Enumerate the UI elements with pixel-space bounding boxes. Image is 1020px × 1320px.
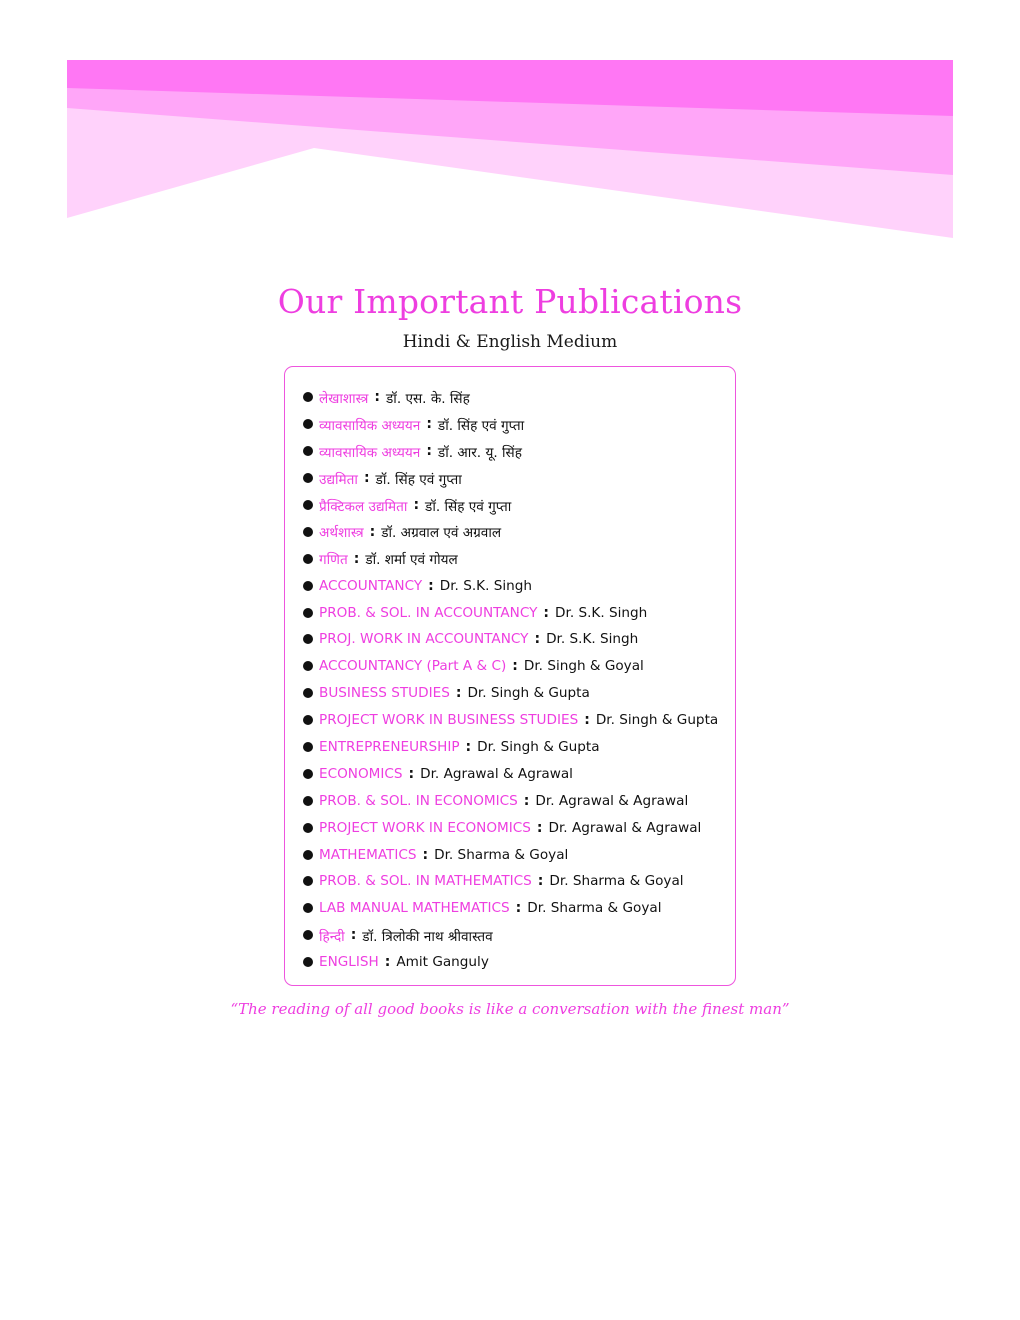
list-item xyxy=(303,599,743,626)
decorative-header-banner xyxy=(0,0,1020,250)
publication-title: ACCOUNTANCY xyxy=(319,577,423,594)
page-subtitle: Hindi & English Medium xyxy=(402,332,618,352)
list-item xyxy=(303,572,743,599)
bullet-icon xyxy=(303,903,313,913)
list-item xyxy=(303,411,743,438)
list-item xyxy=(303,680,743,707)
bullet-icon xyxy=(303,419,313,429)
separator: : xyxy=(534,631,541,648)
list-item xyxy=(303,868,743,895)
separator: : xyxy=(465,739,472,756)
list-item xyxy=(303,760,743,787)
list-item xyxy=(303,465,743,492)
publication-title: MATHEMATICS xyxy=(319,846,417,863)
publication-author: Dr. S.K. Singh xyxy=(555,604,648,621)
publication-author: Dr. Singh & Goyal xyxy=(523,658,644,675)
list-item xyxy=(303,518,743,545)
bullet-icon xyxy=(303,715,313,725)
bullet-icon xyxy=(303,688,313,698)
bullet-icon xyxy=(303,473,313,483)
quote: “The reading of all good books is like a conversation with the finest man” xyxy=(230,1000,790,1018)
publication-title: LAB MANUAL MATHEMATICS xyxy=(319,900,510,917)
separator: : xyxy=(374,389,381,406)
publication-title: हिन्दी xyxy=(319,928,345,945)
publication-title: ENTREPRENEURSHIP xyxy=(319,739,460,756)
publication-author: डॉ. शर्मा एवं गोयल xyxy=(365,552,458,569)
bullet-icon xyxy=(303,769,313,779)
publication-author: डॉ. आर. यू. सिंह xyxy=(437,444,522,461)
bullet-icon xyxy=(303,446,313,456)
bullet-icon xyxy=(303,930,313,940)
publication-title: व्यावसायिक अध्ययन xyxy=(319,444,421,461)
publication-author: डॉ. अग्रवाल एवं अग्रवाल xyxy=(381,525,502,542)
separator: : xyxy=(536,819,543,836)
bullet-icon xyxy=(303,392,313,402)
list-item xyxy=(303,895,743,922)
publication-title: BUSINESS STUDIES xyxy=(319,685,450,702)
publication-author: Dr. Sharma & Goyal xyxy=(434,846,569,863)
publication-author: Dr. Sharma & Goyal xyxy=(527,900,662,917)
publications-list xyxy=(303,384,743,976)
separator: : xyxy=(543,604,550,621)
separator: : xyxy=(455,685,462,702)
publication-title: ACCOUNTANCY (Part A & C) xyxy=(319,658,507,675)
publication-author: Dr. Singh & Gupta xyxy=(595,712,719,729)
publication-title: ENGLISH xyxy=(319,954,379,971)
publication-author: Dr. Agrawal & Agrawal xyxy=(420,765,573,782)
separator: : xyxy=(384,954,391,971)
bullet-icon xyxy=(303,796,313,806)
list-item xyxy=(303,787,743,814)
separator: : xyxy=(523,792,530,809)
publication-title: गणित xyxy=(319,552,348,569)
publication-title: ECONOMICS xyxy=(319,765,403,782)
publication-author: Dr. Sharma & Goyal xyxy=(549,873,684,890)
publication-title: PROJECT WORK IN ECONOMICS xyxy=(319,819,531,836)
publication-title: व्यावसायिक अध्ययन xyxy=(319,417,421,434)
separator: : xyxy=(353,550,360,567)
publication-author: Dr. Singh & Gupta xyxy=(467,685,590,702)
list-item xyxy=(303,626,743,653)
publication-author: Dr. Singh & Gupta xyxy=(477,739,600,756)
bullet-icon xyxy=(303,527,313,537)
publication-title: PROB. & SOL. IN ACCOUNTANCY xyxy=(319,604,538,621)
bullet-icon xyxy=(303,876,313,886)
bullet-icon xyxy=(303,608,313,618)
publication-title: उद्यमिता xyxy=(319,471,358,488)
publication-author: Amit Ganguly xyxy=(396,954,489,971)
separator: : xyxy=(422,846,429,863)
publication-author: Dr. Agrawal & Agrawal xyxy=(535,792,689,809)
bullet-icon xyxy=(303,957,313,967)
publication-title: लेखाशास्त्र xyxy=(319,390,369,407)
publication-author: डॉ. सिंह एवं गुप्ता xyxy=(425,498,512,515)
separator: : xyxy=(363,470,370,487)
publication-author: डॉ. त्रिलोकी नाथ श्रीवास्तव xyxy=(362,928,493,945)
list-item xyxy=(303,814,743,841)
publication-author: डॉ. सिंह एवं गुप्ता xyxy=(437,417,525,434)
bullet-icon xyxy=(303,554,313,564)
publication-title: PROJECT WORK IN BUSINESS STUDIES xyxy=(319,712,579,729)
bullet-icon xyxy=(303,581,313,591)
separator: : xyxy=(426,416,432,433)
list-item xyxy=(303,492,743,519)
publication-author: Dr. S.K. Singh xyxy=(439,577,532,594)
publication-author: Dr. Agrawal & Agrawal xyxy=(548,819,702,836)
separator: : xyxy=(512,658,518,675)
list-item xyxy=(303,949,743,976)
separator: : xyxy=(515,900,522,917)
publication-title: अर्थशास्त्र xyxy=(319,525,364,542)
bullet-icon xyxy=(303,823,313,833)
bullet-icon xyxy=(303,742,313,752)
list-item xyxy=(303,653,743,680)
bullet-icon xyxy=(303,634,313,644)
separator: : xyxy=(584,712,590,729)
bullet-icon xyxy=(303,661,313,671)
publication-title: PROJ. WORK IN ACCOUNTANCY xyxy=(319,631,529,648)
list-item xyxy=(303,841,743,868)
list-item xyxy=(303,384,743,411)
separator: : xyxy=(428,577,434,594)
list-item xyxy=(303,922,743,949)
separator: : xyxy=(369,523,376,540)
separator: : xyxy=(413,497,420,513)
publication-author: Dr. S.K. Singh xyxy=(546,631,639,648)
publication-title: प्रैक्टिकल उद्यमिता xyxy=(319,498,408,515)
list-item xyxy=(303,545,743,572)
page-title: Our Important Publications xyxy=(277,282,743,321)
list-item xyxy=(303,707,743,734)
bullet-icon xyxy=(303,850,313,860)
list-item xyxy=(303,438,743,465)
publication-author: डॉ. एस. के. सिंह xyxy=(386,390,470,407)
publication-title: PROB. & SOL. IN ECONOMICS xyxy=(319,792,518,809)
separator: : xyxy=(537,873,544,890)
publication-author: डॉ. सिंह एवं गुप्ता xyxy=(375,471,462,488)
list-item xyxy=(303,734,743,761)
separator: : xyxy=(426,443,432,460)
separator: : xyxy=(408,765,415,782)
separator: : xyxy=(350,927,357,944)
bullet-icon xyxy=(303,500,313,510)
publication-title: PROB. & SOL. IN MATHEMATICS xyxy=(319,873,532,890)
